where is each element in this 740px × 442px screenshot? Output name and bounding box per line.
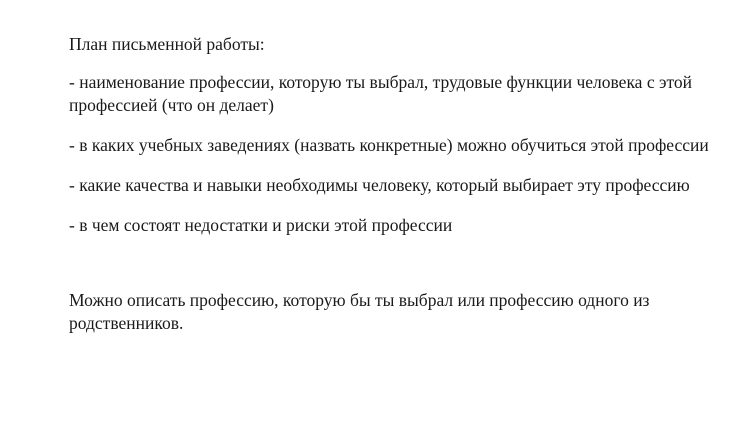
- plan-item-profession: - наименование профессии, которую ты выбрал, трудовые функции человека с этой профессией (что он делает): [69, 72, 693, 115]
- plan-item-risks: - в чем состоят недостатки и риски этой профессии: [69, 215, 453, 235]
- plan-heading: План письменной работы:: [69, 34, 265, 54]
- plan-item-institutions: - в каких учебных заведениях (назвать конкретные) можно обучиться этой профессии: [69, 135, 709, 155]
- plan-item-skills: - какие качества и навыки необходимы человеку, который выбирает эту профессию: [69, 175, 690, 195]
- document-body: [69, 33, 709, 335]
- closing-note: Можно описать профессию, которую бы ты выбрал или профессию одного из родственников.: [69, 290, 650, 333]
